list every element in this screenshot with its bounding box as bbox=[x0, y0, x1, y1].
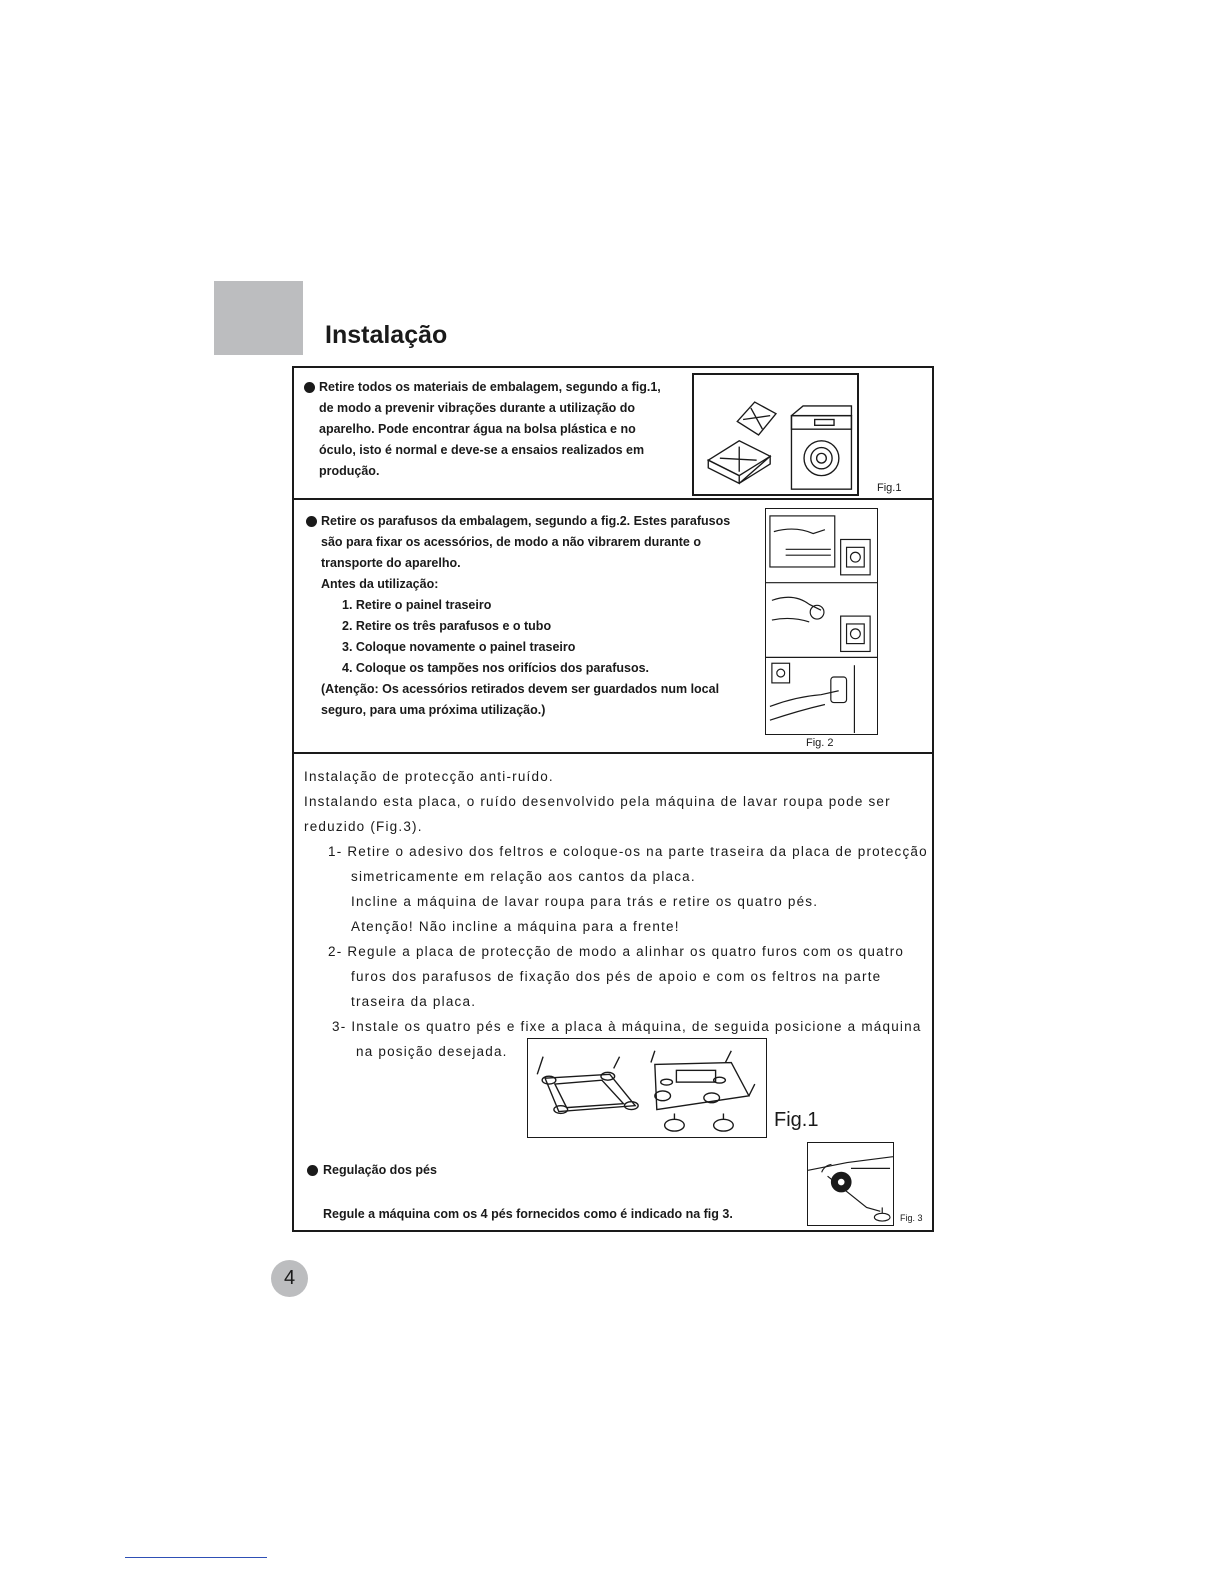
list-item: 3. Coloque novamente o painel traseiro bbox=[342, 640, 576, 654]
list-item: 1. Retire o painel traseiro bbox=[342, 598, 492, 612]
section-divider bbox=[294, 498, 932, 500]
fig3-caption: Fig. 3 bbox=[900, 1213, 923, 1223]
text-line: Incline a máquina de lavar roupa para trás e retire os quatro pés. bbox=[351, 894, 819, 909]
list-item: 2- Regule a placa de protecção de modo a alinhar os quatro furos com os quatro bbox=[328, 944, 905, 959]
feet-adjust-text: Regule a máquina com os 4 pés fornecidos como é indicado na fig 3. bbox=[323, 1207, 733, 1221]
bullet-icon bbox=[304, 382, 315, 393]
section-divider bbox=[294, 752, 932, 754]
text-line: aparelho. Pode encontrar água na bolsa plástica e no bbox=[319, 422, 636, 436]
text-line: simetricamente em relação aos cantos da placa. bbox=[351, 869, 696, 884]
text-line: Instalando esta placa, o ruído desenvolvido pela máquina de lavar roupa pode ser bbox=[304, 794, 891, 809]
section1-text bbox=[319, 377, 661, 482]
text-line: (Atenção: Os acessórios retirados devem ser guardados num local bbox=[321, 682, 720, 696]
list-item: 3- Instale os quatro pés e fixe a placa à máquina, de seguida posicione a máquina bbox=[332, 1019, 922, 1034]
page-title: Instalação bbox=[325, 321, 448, 349]
text-line: furos dos parafusos de fixação dos pés de apoio e com os feltros na parte bbox=[351, 969, 882, 984]
text-line: Instalação de protecção anti-ruído. bbox=[304, 769, 554, 784]
text-line: reduzido (Fig.3). bbox=[304, 819, 423, 834]
footer-underline bbox=[125, 1557, 267, 1558]
feet-adjust-heading: Regulação dos pés bbox=[323, 1163, 437, 1177]
page-number: 4 bbox=[271, 1260, 308, 1297]
bullet-icon bbox=[307, 1165, 318, 1176]
header-gray-block bbox=[214, 281, 303, 355]
packaging-figure bbox=[692, 373, 859, 496]
list-item: 4. Coloque os tampões nos orifícios dos parafusos. bbox=[342, 661, 650, 675]
text-line: Retire todos os materiais de embalagem, segundo a fig.1, bbox=[319, 380, 661, 394]
list-item: 2. Retire os três parafusos e o tubo bbox=[342, 619, 552, 633]
feet-adjust-illustration bbox=[808, 1143, 893, 1225]
instructions-frame bbox=[292, 366, 934, 1232]
bullet-icon bbox=[306, 516, 317, 527]
text-line: são para fixar os acessórios, de modo a não vibrarem durante o bbox=[321, 535, 701, 549]
fig-plate-caption: Fig.1 bbox=[774, 1109, 819, 1131]
section3-text bbox=[304, 764, 928, 1064]
text-line: seguro, para uma próxima utilização.) bbox=[321, 703, 546, 717]
fig2-caption: Fig. 2 bbox=[806, 737, 834, 749]
text-line: óculo, isto é normal e deve-se a ensaios realizados em bbox=[319, 443, 645, 457]
text-line: Retire os parafusos da embalagem, segundo a fig.2. Estes parafusos bbox=[321, 514, 731, 528]
text-line: traseira da placa. bbox=[351, 994, 477, 1009]
screws-illustration bbox=[766, 509, 877, 734]
anti-noise-plate-illustration bbox=[528, 1039, 766, 1137]
text-line: de modo a prevenir vibrações durante a utilização do bbox=[319, 401, 636, 415]
feet-figure bbox=[807, 1142, 894, 1226]
anti-noise-plate-figure bbox=[527, 1038, 767, 1138]
screws-figure bbox=[765, 508, 878, 735]
section2-text bbox=[321, 511, 730, 721]
text-line: produção. bbox=[319, 464, 380, 478]
packaging-illustration bbox=[694, 375, 857, 494]
text-line: transporte do aparelho. bbox=[321, 556, 461, 570]
fig1-caption: Fig.1 bbox=[877, 482, 902, 494]
text-line: Atenção! Não incline a máquina para a frente! bbox=[351, 919, 680, 934]
text-line: na posição desejada. bbox=[356, 1044, 508, 1059]
list-item: 1- Retire o adesivo dos feltros e coloque-os na parte traseira da placa de protecção bbox=[328, 844, 928, 859]
text-line: Antes da utilização: bbox=[321, 577, 439, 591]
